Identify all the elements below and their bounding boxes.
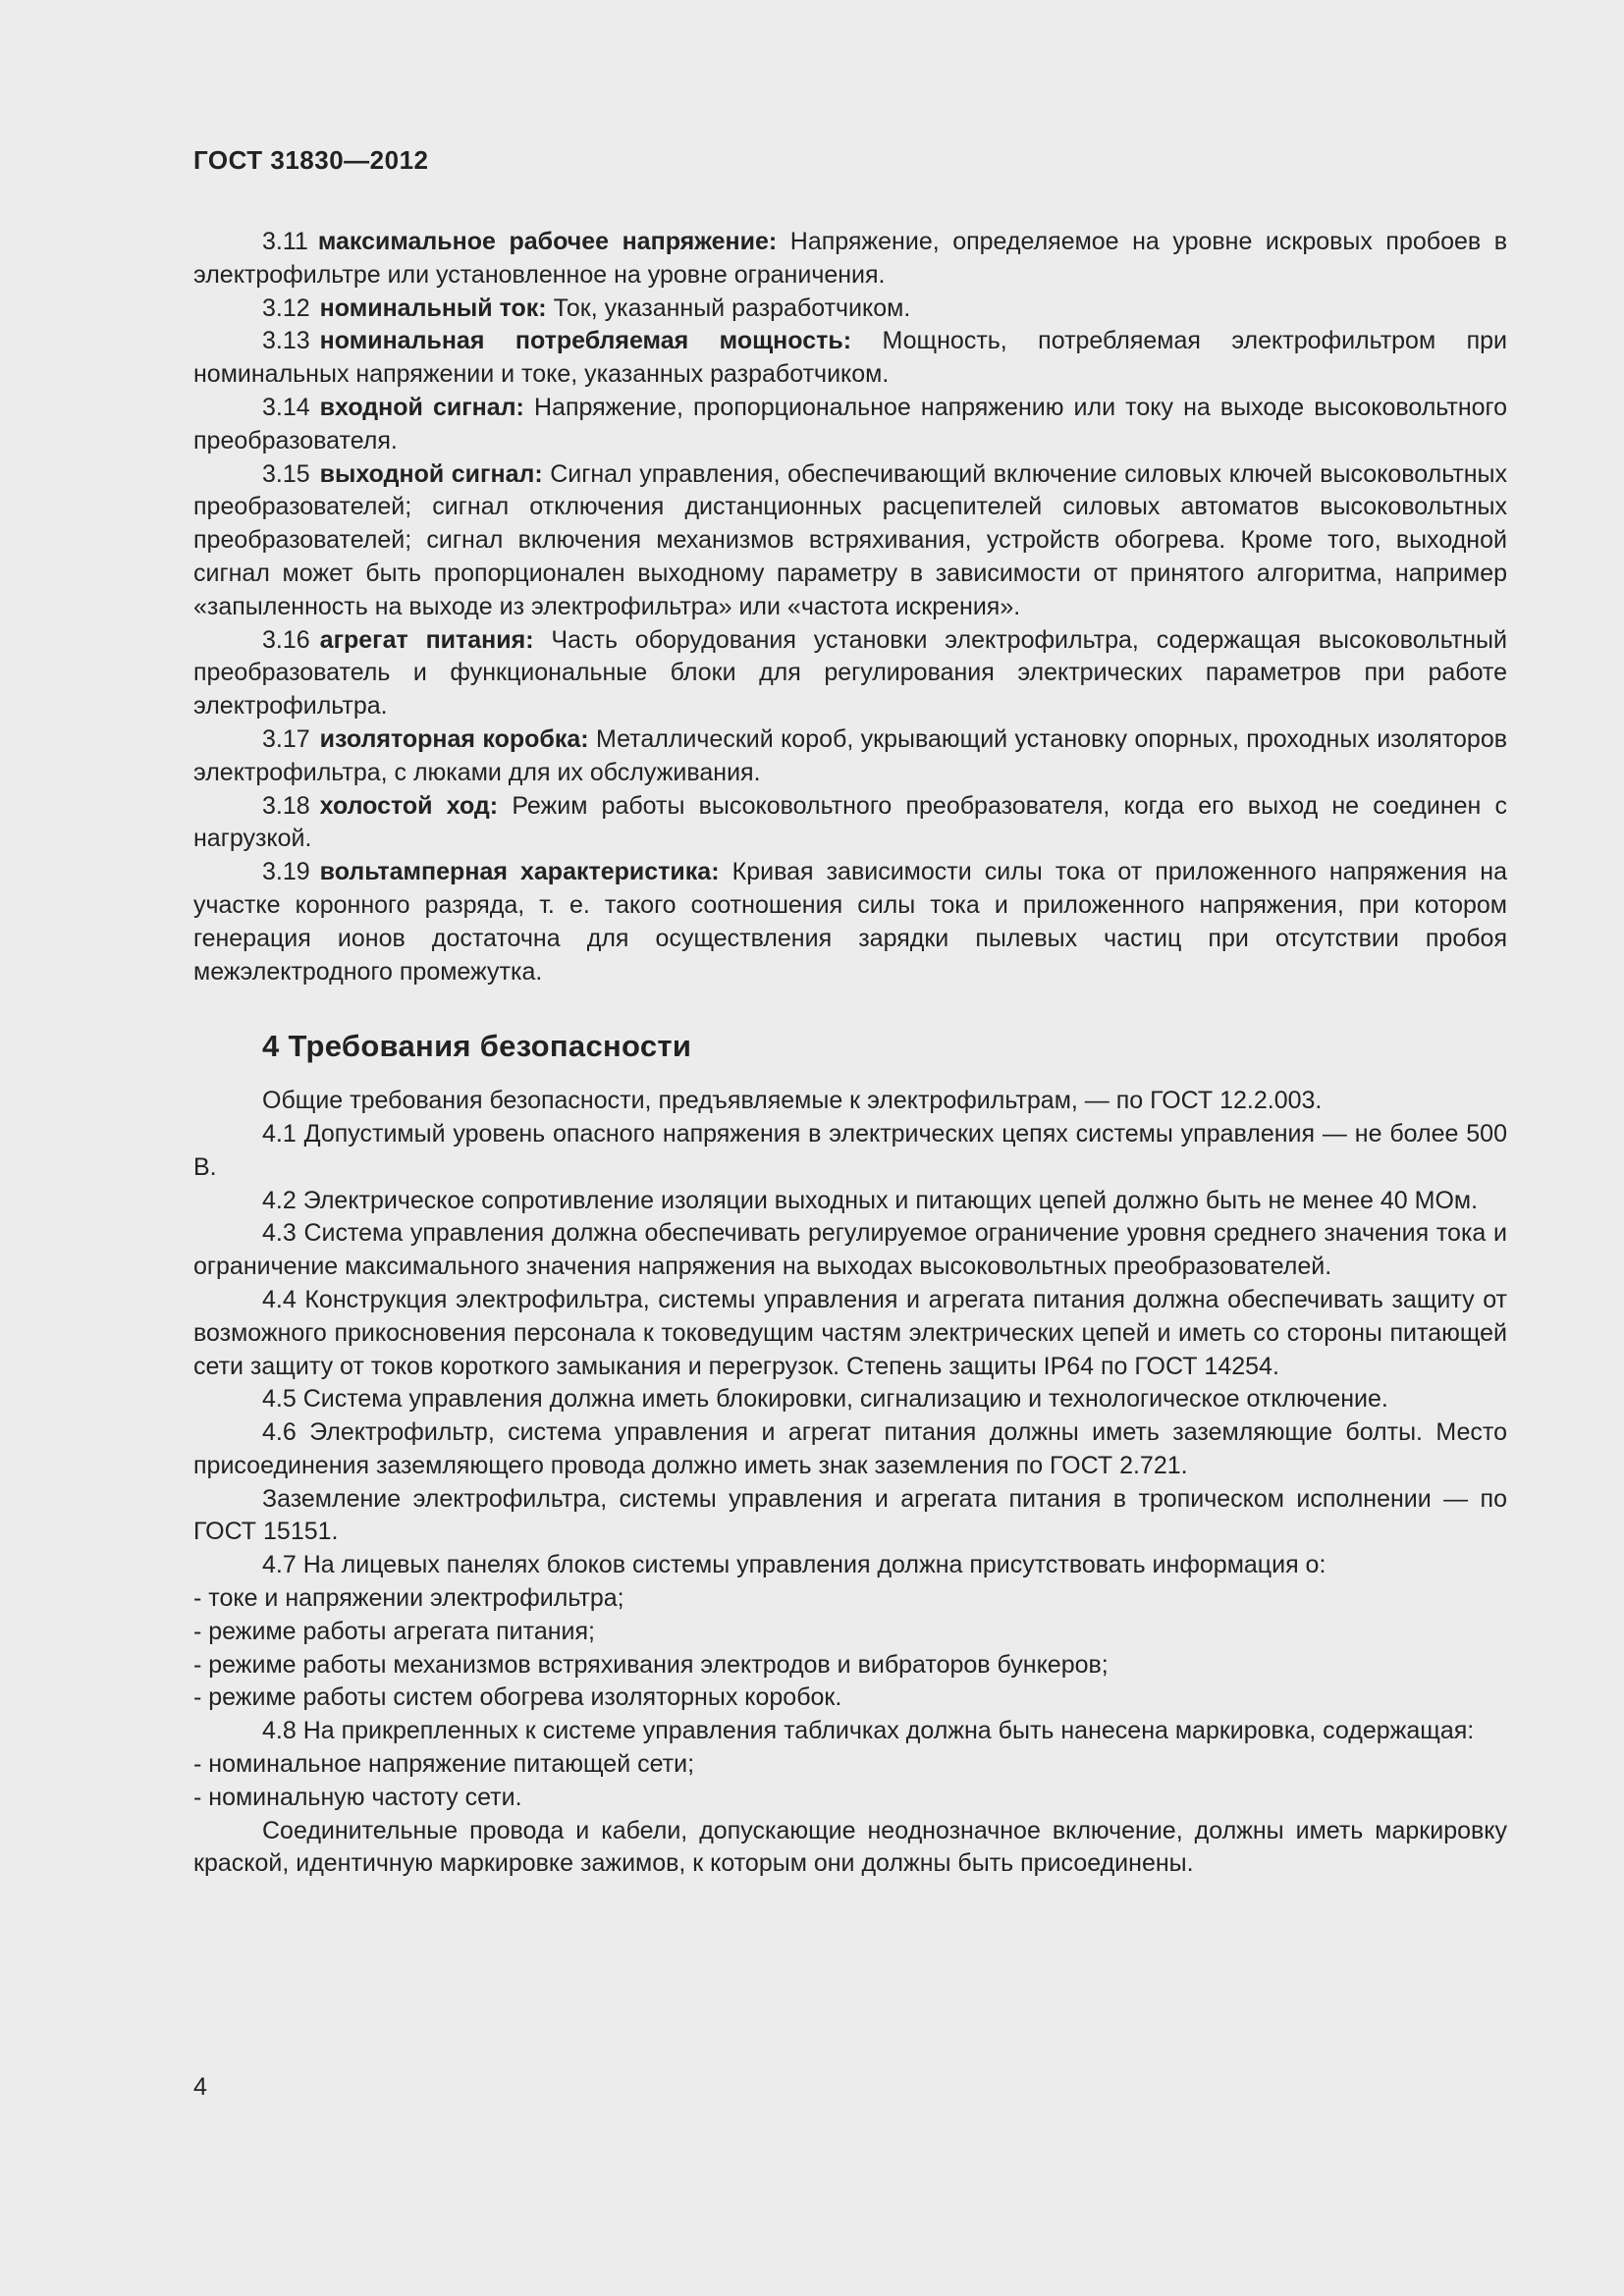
definition-term: номинальный ток: <box>319 294 547 322</box>
definition-text: Режим работы высоковольтного преобразователя, когда его выход не соединен с нагрузкой. <box>193 791 1507 853</box>
definition-term: холостой ход: <box>319 791 499 820</box>
paragraph-4-2: 4.2 Электрическое сопротивление изоляции выходных и питающих цепей должно быть не менее 40 МОм. <box>262 1186 1479 1214</box>
definition-text: Металлический короб, укрывающий установку опорных, проходных изоляторов электрофильтра, с люками для их обслуживания. <box>193 724 1507 786</box>
definition-term: выходной сигнал: <box>319 459 543 488</box>
paragraph-4-8: 4.8 На прикрепленных к системе управления табличках должна быть нанесена маркировка, содержащая: <box>262 1717 1475 1745</box>
definition-3-17 <box>193 723 1507 790</box>
list-item: - номинальную частоту сети. <box>193 1783 522 1811</box>
definition-3-16 <box>193 624 1507 723</box>
definition-number: 3.12 <box>262 294 310 322</box>
paragraph-4-1: 4.1 Допустимый уровень опасного напряжения в электрических цепях системы управления — не более 500 В. <box>193 1119 1507 1181</box>
paragraph-4-5: 4.5 Система управления должна иметь блокировки, сигнализацию и технологическое отключение. <box>262 1385 1388 1414</box>
definition-term: агрегат питания: <box>319 625 534 654</box>
definition-number: 3.11 <box>262 228 308 255</box>
definition-3-14 <box>193 392 1507 458</box>
document-body <box>193 226 1507 1881</box>
definition-text: Мощность, потребляемая электрофильтром при номинальных напряжении и токе, указанных разработчиком. <box>193 327 1507 389</box>
definition-text: Кривая зависимости силы тока от приложенного напряжения на участке коронного разряда, т. е. такого соотношения силы тока и приложенного напряжения, при котором генерация ионов достаточна для осуществления зарядки пылевых частиц при отсутствии пробоя межэлектродного промежутка. <box>193 858 1508 986</box>
definition-number: 3.14 <box>262 393 310 421</box>
definition-3-12 <box>193 293 1507 326</box>
list-item: - номинальное напряжение питающей сети; <box>193 1750 695 1779</box>
paragraph-4-6: 4.6 Электрофильтр, система управления и агрегат питания должны иметь заземляющие болты. Место присоединения заземляющего провода должно иметь знак заземления по ГОСТ 2.721. <box>193 1418 1507 1479</box>
definition-number: 3.16 <box>262 625 310 654</box>
definition-term: максимальное рабочее напряжение: <box>317 228 778 255</box>
list-item: - режиме работы агрегата питания; <box>193 1617 595 1645</box>
definition-3-15 <box>193 458 1507 624</box>
definition-text: Часть оборудования установки электрофильтра, содержащая высоковольтный преобразователь и функциональные блоки для регулирования электрических параметров при работе электрофильтра. <box>193 625 1507 721</box>
page-number: 4 <box>193 2073 207 2101</box>
paragraph-4-8-wiring: Соединительные провода и кабели, допускающие неоднозначное включение, должны иметь маркировку краской, идентичную маркировке зажимов, к которым они должны быть присоединены. <box>193 1816 1507 1878</box>
definition-3-19 <box>193 856 1507 988</box>
document-header: ГОСТ 31830—2012 <box>193 145 429 175</box>
paragraph-4-6-grounding: Заземление электрофильтра, системы управления и агрегата питания в тропическом исполнении — по ГОСТ 15151. <box>193 1484 1507 1546</box>
paragraph-4-4: 4.4 Конструкция электрофильтра, системы управления и агрегата питания должна обеспечивать защиту от возможного прикосновения персонала к токоведущим частям электрических цепей и иметь со стороны питающей сети защиту от токов короткого замыкания и перегрузок. Степень защиты IP64 по ГОСТ 14254. <box>193 1285 1507 1380</box>
definition-number: 3.18 <box>262 791 310 820</box>
definition-number: 3.15 <box>262 459 310 488</box>
paragraph-intro: Общие требования безопасности, предъявляемые к электрофильтрам, — по ГОСТ 12.2.003. <box>262 1087 1323 1115</box>
definition-3-18 <box>193 790 1507 857</box>
definition-text: Ток, указанный разработчиком. <box>553 294 911 322</box>
definition-text: Сигнал управления, обеспечивающий включение силовых ключей высоковольтных преобразователей; сигнал отключения дистанционных расцепителей силовых автоматов высоковольтных преобразователей; сигнал включения механизмов встряхивания, устройств обогрева. Кроме того, выходной сигнал может быть пропорционален выходному параметру в зависимости от принятого алгоритма, например «запыленность на выходе из электрофильтра» или «частота искрения». <box>193 459 1507 620</box>
definition-number: 3.17 <box>262 724 310 753</box>
paragraph-4-3: 4.3 Система управления должна обеспечивать регулируемое ограничение уровня среднего значения тока и ограничение максимального значения напряжения на выходах высоковольтных преобразователей. <box>193 1219 1507 1281</box>
definition-term: вольтамперная характеристика: <box>319 858 720 886</box>
definition-number: 3.19 <box>262 858 310 886</box>
definition-term: изоляторная коробка: <box>319 724 589 753</box>
definitions-list <box>193 226 1507 988</box>
definition-text: Напряжение, определяемое на уровне искровых пробоев в электрофильтре или установленное на уровне ограничения. <box>193 228 1507 289</box>
definition-3-11 <box>193 226 1507 293</box>
definition-text: Напряжение, пропорциональное напряжению или току на выходе высоковольтного преобразователя. <box>193 393 1507 454</box>
definition-term: входной сигнал: <box>319 393 524 421</box>
definition-3-13 <box>193 325 1507 392</box>
list-item: - режиме работы систем обогрева изоляторных коробок. <box>193 1683 842 1712</box>
section-title: 4 Требования безопасности <box>262 1029 692 1064</box>
paragraph-4-7: 4.7 На лицевых панелях блоков системы управления должна присутствовать информация о: <box>262 1551 1326 1579</box>
definition-number: 3.13 <box>262 327 310 355</box>
list-item: - токе и напряжении электрофильтра; <box>193 1584 624 1613</box>
list-item: - режиме работы механизмов встряхивания электродов и вибраторов бункеров; <box>193 1650 1109 1679</box>
definition-term: номинальная потребляемая мощность: <box>319 327 852 355</box>
